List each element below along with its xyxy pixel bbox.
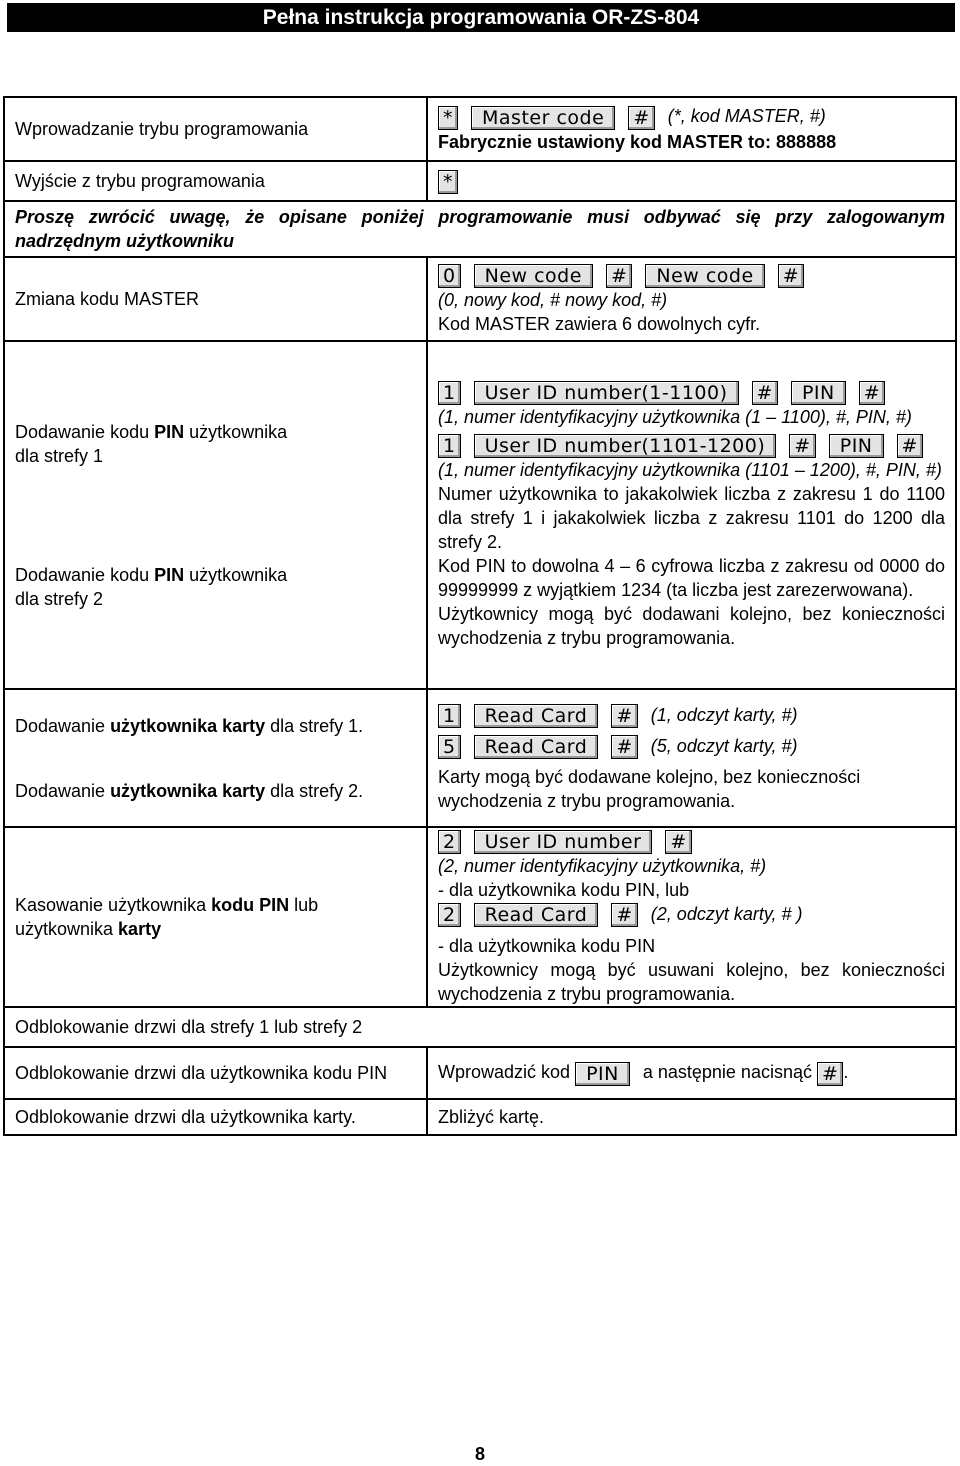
key-hash: # <box>611 704 637 728</box>
key-1: 1 <box>438 434 461 458</box>
row-delete-user <box>4 827 956 1007</box>
key-2: 2 <box>438 830 461 854</box>
change-master-label: Zmiana kodu MASTER <box>4 257 427 341</box>
exit-programming-cell <box>427 161 956 201</box>
change-master-info: Kod MASTER zawiera 6 dowolnych cyfr. <box>438 313 761 334</box>
key-1: 1 <box>438 381 461 405</box>
add-pin-zone1-desc: (1, numer identyfikacyjny użytkownika (1 – 1100), #, PIN, #) <box>438 407 912 427</box>
delete-user-card-line: - dla użytkownika kodu PIN <box>438 935 656 956</box>
unlock-pin-pre: Wprowadzić kod <box>438 1062 571 1083</box>
add-pin-zone1-text: Dodawanie kodu <box>15 421 155 442</box>
unlock-pin-post: . <box>843 1062 849 1083</box>
key-2: 2 <box>438 903 461 927</box>
unlock-pin-mid: a następnie nacisnąć <box>642 1062 812 1083</box>
add-card-label-cell <box>4 689 427 827</box>
unlock-pin-cell <box>427 1047 956 1099</box>
key-hash: # <box>897 434 923 458</box>
add-pin-zone2-line2: dla strefy 2 <box>15 588 104 609</box>
add-card-zone1-text-post: dla strefy 1. <box>265 715 364 736</box>
delete-user-bold-card: karty <box>118 919 162 939</box>
key-hash: # <box>778 264 804 288</box>
key-hash: # <box>606 264 632 288</box>
key-hash: # <box>611 735 637 759</box>
add-card-cell <box>427 689 956 827</box>
programming-table <box>3 96 957 1136</box>
delete-user-bold-pin: kodu PIN <box>211 895 290 915</box>
add-card-zone2-label <box>15 779 416 803</box>
key-master-code: Master code <box>471 106 615 130</box>
add-pin-zone2-desc: (1, numer identyfikacyjny użytkownika (1101 – 1200), #, PIN, #) <box>438 460 942 481</box>
page-title: Pełna instrukcja programowania OR-ZS-804 <box>7 3 955 32</box>
add-card-zone1-label <box>15 714 416 738</box>
row-unlock-zone <box>4 1007 956 1047</box>
delete-user-pin-line: - dla użytkownika kodu PIN, lub <box>438 879 690 900</box>
add-card-info: Karty mogą być dodawane kolejno, bez konieczności wychodzenia z trybu programowania. <box>438 767 861 811</box>
key-hash: # <box>665 830 691 854</box>
add-pin-info-pin-range: Kod PIN to dowolna 4 – 6 cyfrowa liczba z zakresu od 0000 do 99999999 z wyjątkiem 1234 (ta liczba jest zarezerwowana). <box>438 556 945 601</box>
delete-user-text: Kasowanie użytkownika <box>15 895 212 915</box>
key-5: 5 <box>438 735 461 759</box>
delete-user-desc-card: (2, odczyt karty, # ) <box>650 903 803 924</box>
master-login-note: Proszę zwrócić uwagę, że opisane poniżej programowanie musi odbywać się przy zalogowanym nadrzędnym użytkowniku <box>4 201 956 257</box>
key-hash: # <box>859 381 885 405</box>
key-new-code-repeat: New code <box>645 264 764 288</box>
key-0: 0 <box>438 264 461 288</box>
unlock-zone-label: Odblokowanie drzwi dla strefy 1 lub strefy 2 <box>4 1007 956 1047</box>
delete-user-label-cell <box>4 827 427 1007</box>
unlock-pin-label: Odblokowanie drzwi dla użytkownika kodu PIN <box>4 1047 427 1099</box>
add-card-zone2-text: Dodawanie <box>15 780 111 801</box>
enter-programming-label: Wprowadzanie trybu programowania <box>4 97 427 161</box>
key-new-code: New code <box>474 264 593 288</box>
enter-programming-desc: (*, kod MASTER, #) <box>667 106 826 127</box>
add-pin-zone2-bold: PIN <box>154 564 185 585</box>
delete-user-cell <box>427 827 956 1007</box>
key-user-id-zone2: User ID number(1101-1200) <box>474 434 777 458</box>
key-pin: PIN <box>575 1062 630 1086</box>
enter-programming-cell <box>427 97 956 161</box>
key-hash: # <box>628 106 654 130</box>
page-number: 8 <box>474 1444 485 1464</box>
key-pin: PIN <box>829 434 884 458</box>
key-star: * <box>438 170 458 194</box>
delete-user-info: Użytkownicy mogą być usuwani kolejno, bez konieczności wychodzenia z trybu programowania. <box>438 959 945 1004</box>
add-pin-info-sequential: Użytkownicy mogą być dodawani kolejno, bez konieczności wychodzenia z trybu programowania. <box>438 604 945 649</box>
key-read-card: Read Card <box>474 735 599 759</box>
row-add-card <box>4 689 956 827</box>
key-pin: PIN <box>791 381 846 405</box>
key-hash: # <box>817 1062 843 1086</box>
key-read-card: Read Card <box>474 903 599 927</box>
key-hash: # <box>611 903 637 927</box>
add-pin-cell <box>427 341 956 689</box>
add-pin-zone2-text: Dodawanie kodu <box>15 564 155 585</box>
delete-user-text-2: użytkownika <box>15 919 119 939</box>
delete-user-text-or: lub <box>289 895 319 915</box>
add-card-zone1-text: Dodawanie <box>15 715 111 736</box>
add-pin-zone1-bold: PIN <box>154 421 185 442</box>
add-pin-info-user-number: Numer użytkownika to jakakolwiek liczba z zakresu 1 do 1100 dla strefy 1 i jakakolwiek liczba z zakresu 1101 do 1200 dla strefy 2. <box>438 484 945 553</box>
key-hash: # <box>752 381 778 405</box>
add-pin-zone1-label <box>15 420 416 444</box>
add-card-zone1-desc: (1, odczyt karty, #) <box>650 705 798 725</box>
factory-master-code: Fabrycznie ustawiony kod MASTER to: 888888 <box>438 131 837 152</box>
add-pin-zone2-text-post: użytkownika <box>184 564 288 585</box>
add-pin-zone2-label <box>15 563 416 587</box>
key-1: 1 <box>438 704 461 728</box>
add-pin-zone1-line2: dla strefy 1 <box>15 445 104 466</box>
add-card-zone2-text-post: dla strefy 2. <box>265 780 364 801</box>
key-user-id: User ID number <box>474 830 653 854</box>
row-add-pin <box>4 341 956 689</box>
row-note <box>4 201 956 257</box>
add-card-zone1-bold: użytkownika karty <box>110 715 266 736</box>
row-unlock-card <box>4 1099 956 1135</box>
add-pin-label-cell <box>4 341 427 689</box>
row-enter-programming <box>4 97 956 161</box>
key-user-id-zone1: User ID number(1-1100) <box>474 381 739 405</box>
add-card-zone2-bold: użytkownika karty <box>110 780 266 801</box>
key-read-card: Read Card <box>474 704 599 728</box>
add-pin-zone1-text-post: użytkownika <box>184 421 288 442</box>
delete-user-label-line2 <box>15 917 416 941</box>
row-unlock-pin <box>4 1047 956 1099</box>
exit-programming-label: Wyjście z trybu programowania <box>4 161 427 201</box>
key-hash: # <box>789 434 815 458</box>
change-master-cell <box>427 257 956 341</box>
unlock-card-text: Zbliżyć kartę. <box>427 1099 956 1135</box>
row-exit-programming <box>4 161 956 201</box>
change-master-desc: (0, nowy kod, # nowy kod, #) <box>438 289 668 310</box>
key-star: * <box>438 106 458 130</box>
delete-user-label-line1 <box>15 893 416 917</box>
unlock-card-label: Odblokowanie drzwi dla użytkownika karty. <box>4 1099 427 1135</box>
add-card-zone2-desc: (5, odczyt karty, #) <box>650 736 798 756</box>
row-change-master <box>4 257 956 341</box>
delete-user-desc-pin: (2, numer identyfikacyjny użytkownika, #) <box>438 855 767 876</box>
